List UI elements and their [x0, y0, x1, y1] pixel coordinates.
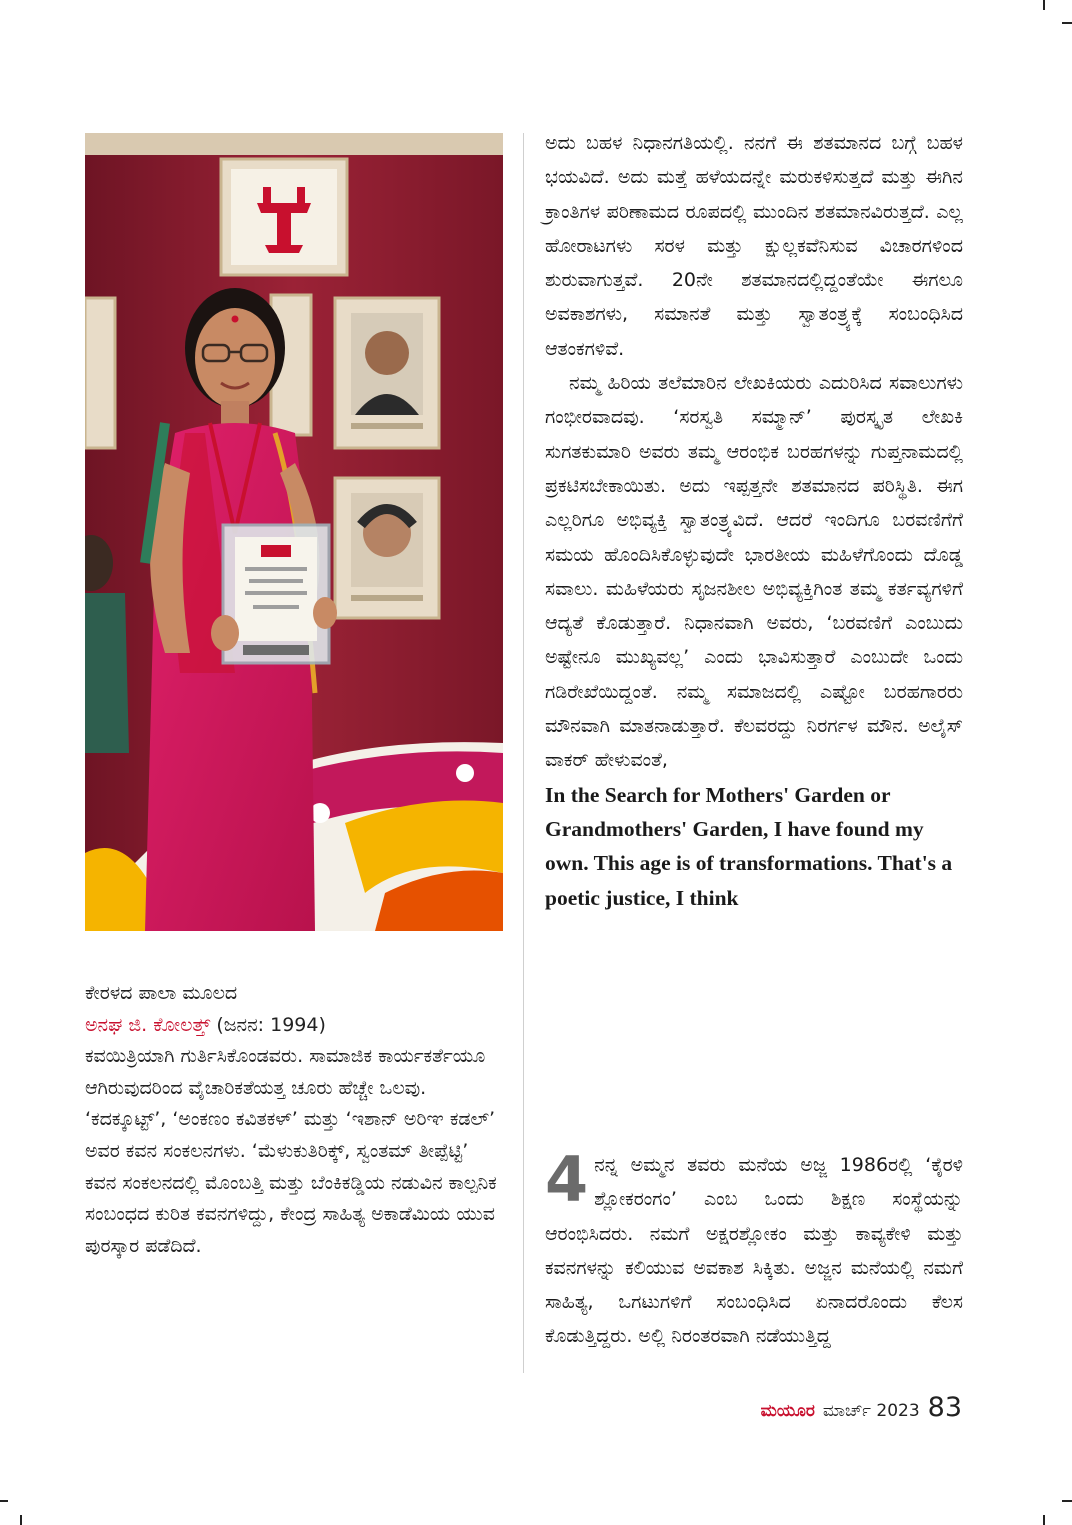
award-plaque [223, 525, 329, 663]
page-number: 83 [927, 1392, 962, 1423]
magazine-logo: ಮಯೂರ [760, 1401, 815, 1421]
page-footer [761, 1392, 962, 1423]
crop-mark [1043, 0, 1045, 10]
column-divider [523, 133, 524, 1373]
section-paragraph [545, 1143, 963, 1354]
author-photo-illustration [85, 133, 503, 931]
english-quote: In the Search for Mothers' Garden or Grandmothers' Garden, I have found my own. This age is of transformations. That's a poetic justice, I think [545, 782, 953, 910]
crop-mark [1043, 1515, 1045, 1525]
photo-caption [85, 978, 505, 1262]
article-paragraph: ನಮ್ಮ ಹಿರಿಯ ತಲೆಮಾರಿನ ಲೇಖಕಿಯರು ಎದುರಿಸಿದ ಸವಾಲುಗಳು ಗಂಭೀರವಾದವು. ‘ಸರಸ್ವತಿ ಸಮ್ಮಾನ್’ ಪುರಸ್ಕೃತ ಲೇಖಕಿ ಸುಗತಕುಮಾರಿ ಅವರು ತಮ್ಮ ಆರಂಭಿಕ ಬರಹಗಳನ್ನು ಗುಪ್ತನಾಮದಲ್ಲಿ ಪ್ರಕಟಿಸಬೇಕಾಯಿತು. ಅದು ಇಪ್ಪತ್ತನೇ ಶತಮಾನದ ಪರಿಸ್ಥಿತಿ. ಈಗ ಎಲ್ಲರಿಗೂ ಅಭಿವ್ಯಕ್ತಿ ಸ್ವಾತಂತ್ರ್ಯವಿದೆ. ಆದರೆ ಇಂದಿಗೂ ಬರವಣಿಗೆಗೆ ಸಮಯ ಹೊಂದಿಸಿಕೊಳ್ಳುವುದೇ ಭಾರತೀಯ ಮಹಿಳೆಗೊಂದು ದೊಡ್ಡ ಸವಾಲು. ಮಹಿಳೆಯರು ಸೃಜನಶೀಲ ಅಭಿವ್ಯಕ್ತಿಗಿಂತ ತಮ್ಮ ಕರ್ತವ್ಯಗಳಿಗೆ ಆದ್ಯತೆ ಕೊಡುತ್ತಾರೆ. ನಿಧಾನವಾಗಿ ಅವರು, ‘ಬರವಣಿಗೆ ಎಂಬುದು ಅಷ್ಟೇನೂ ಮುಖ್ಯವಲ್ಲ’ ಎಂದು ಭಾವಿಸುತ್ತಾರೆ ಎಂಬುದೇ ಒಂದು ಗಡಿರೇಖೆಯಿದ್ದಂತೆ. ನಮ್ಮ ಸಮಾಜದಲ್ಲಿ ಎಷ್ಟೋ ಬರಹಗಾರರು ಮೌನವಾಗಿ ಮಾತನಾಡುತ್ತಾರೆ. ಕೆಲವರದ್ದು ನಿರರ್ಗಳ ಮೌನ. ಅಲೈಸ್ ವಾಕರ್ ಹೇಳುವಂತೆ, [545, 372, 963, 772]
crop-mark [20, 1515, 22, 1525]
caption-line: ಕೇರಳದ ಪಾಲಾ ಮೂಲದ [85, 982, 238, 1004]
crop-mark [1062, 22, 1072, 24]
section-number-dropcap: 4 [545, 1143, 589, 1216]
author-photo [85, 133, 503, 931]
author-name: ಅನಘ ಜಿ. ಕೋಲತ್ತ್ [85, 1013, 211, 1036]
article-paragraph: ಅದು ಬಹಳ ನಿಧಾನಗತಿಯಲ್ಲಿ. ನನಗೆ ಈ ಶತಮಾನದ ಬಗ್ಗೆ ಬಹಳ ಭಯವಿದೆ. ಅದು ಮತ್ತೆ ಹಳೆಯದನ್ನೇ ಮರುಕಳಿಸುತ್ತದೆ ಮತ್ತು ಈಗಿನ ಕ್ರಾಂತಿಗಳ ಪರಿಣಾಮದ ರೂಪದಲ್ಲಿ ಮುಂದಿನ ಶತಮಾನವಿರುತ್ತದೆ. ಎಲ್ಲ ಹೋರಾಟಗಳು ಸರಳ ಮತ್ತು ಕ್ಷುಲ್ಲಕವೆನಿಸುವ ವಿಚಾರಗಳಿಂದ ಶುರುವಾಗುತ್ತವೆ. 20ನೇ ಶತಮಾನದಲ್ಲಿದ್ದಂತೆಯೇ ಈಗಲೂ ಅವಕಾಶಗಳು, ಸಮಾನತೆ ಮತ್ತು ಸ್ವಾತಂತ್ರ್ಯಕ್ಕೆ ಸಂಬಂಧಿಸಿದ ಆತಂಕಗಳಿವೆ. [545, 132, 963, 360]
section-text: ನನ್ನ ಅಮ್ಮನ ತವರು ಮನೆಯ ಅಜ್ಜ 1986ರಲ್ಲಿ ‘ಕೈರಳಿ ಶ್ಲೋಕರಂಗಂ’ ಎಂಬ ಒಂದು ಶಿಕ್ಷಣ ಸಂಸ್ಥೆಯನ್ನು ಆರಂಭಿಸಿದರು. ನಮಗೆ ಅಕ್ಷರಶ್ಲೋಕಂ ಮತ್ತು ಕಾವ್ಯಕೇಳಿ ಮತ್ತು ಕವನಗಳನ್ನು ಕಲಿಯುವ ಅವಕಾಶ ಸಿಕ್ಕಿತು. ಅಜ್ಜನ ಮನೆಯಲ್ಲಿ ನಮಗೆ ಸಾಹಿತ್ಯ, ಒಗಟುಗಳಿಗೆ ಸಂಬಂಧಿಸಿದ ಏನಾದರೊಂದು ಕೆಲಸ ಕೊಡುತ್ತಿದ್ದರು. ಅಲ್ಲಿ ನಿರಂತರವಾಗಿ ನಡೆಯುತ್ತಿದ್ದ [545, 1154, 963, 1348]
portrait-frame [85, 298, 115, 448]
portrait-frame [335, 298, 439, 448]
crop-mark [1062, 1500, 1072, 1502]
caption-name-line [85, 1010, 505, 1042]
portrait-frame [335, 478, 439, 618]
crop-mark [0, 1500, 8, 1502]
issue-date: ಮಾರ್ಚ್ 2023 [822, 1401, 920, 1421]
logo-frame [221, 159, 347, 275]
article-column [545, 126, 963, 915]
article-section-4 [545, 1143, 963, 1354]
author-birth: (ಜನನ: 1994) [210, 1013, 326, 1036]
caption-body: ಕವಯಿತ್ರಿಯಾಗಿ ಗುರ್ತಿಸಿಕೊಂಡವರು. ಸಾಮಾಜಿಕ ಕಾರ್ಯಕರ್ತೆಯೂ ಆಗಿರುವುದರಿಂದ ವೈಚಾರಿಕತೆಯತ್ತ ಚೂರು ಹೆಚ್ಚೇ ಒಲವು. ‘ಕದಕ್ಕೂಟ್ಟ್’, ‘ಅಂಕಣಂ ಕವಿತಕಳ್’ ಮತ್ತು ‘ಇಶಾನ್ ಅರಿಞ ಕಡಲ್’ ಅವರ ಕವನ ಸಂಕಲನಗಳು. ‘ಮೆಳುಕುತಿರಿಕ್ಕ್, ಸ್ವಂತಮ್ ತೀಪ್ಪೆಟ್ಟಿ’ ಕವನ ಸಂಕಲನದಲ್ಲಿ ಮೊಂಬತ್ತಿ ಮತ್ತು ಬೆಂಕಿಕಡ್ಡಿಯ ನಡುವಿನ ಕಾಲ್ಪನಿಕ ಸಂಬಂಧದ ಕುರಿತ ಕವನಗಳಿದ್ದು, ಕೇಂದ್ರ ಸಾಹಿತ್ಯ ಅಕಾಡೆಮಿಯ ಯುವ ಪುರಸ್ಕಾರ ಪಡೆದಿದೆ. [85, 1045, 497, 1257]
